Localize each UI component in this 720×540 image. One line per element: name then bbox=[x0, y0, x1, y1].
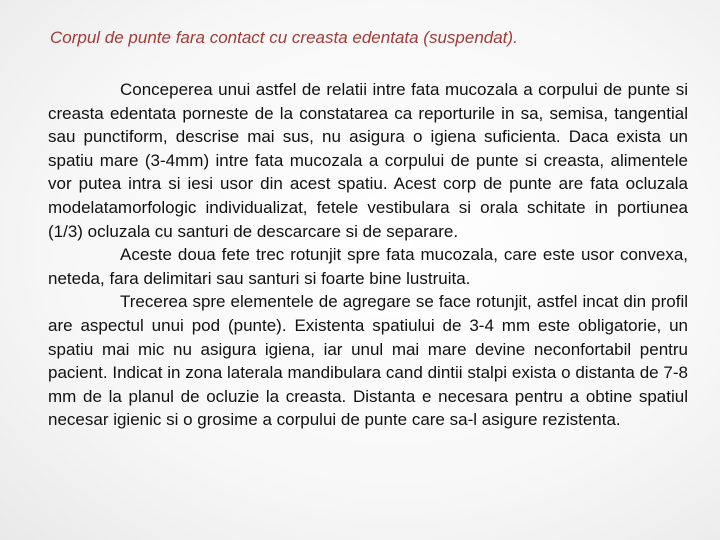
slide-body bbox=[48, 78, 688, 432]
paragraph-3: Trecerea spre elementele de agregare se face rotunjit, astfel incat din profil are aspectul unui pod (punte). Existenta spatiului de 3-4 mm este obligatorie, un spatiu mai mic nu asigura igiena, iar unul mai mare devine neconfortabil pentru pacient. Indicat in zona laterala mandibulara cand dintii stalpi exista o distanta de 7-8 mm de la planul de ocluzie la creasta. Distanta e necesara pentru a obtine spatiul necesar igienic si o grosime a corpului de punte care sa-l asigure rezistenta. bbox=[48, 292, 688, 430]
paragraph-2: Aceste doua fete trec rotunjit spre fata mucozala, care este usor convexa, neteda, fara delimitari sau santuri si foarte bine lustruita. bbox=[48, 245, 688, 288]
paragraph-1: Conceperea unui astfel de relatii intre fata mucozala a corpului de punte si creasta edentata porneste de la constatarea ca reporturile in sa, semisa, tangential sau punctiform, descrise mai sus, nu asigura o igiena suficienta. Daca exista un spatiu mare (3-4mm) intre fata mucozala a corpului de punte si creasta, alimentele vor putea intra si iesi usor din acest spatiu. Acest corp de punte are fata ocluzala modelatamorfologic individualizat, fetele vestibulara si orala schitate in portiunea (1/3) ocluzala cu santuri de descarcare si de separare. bbox=[48, 80, 688, 241]
slide-title: Corpul de punte fara contact cu creasta edentata (suspendat). bbox=[50, 28, 518, 47]
